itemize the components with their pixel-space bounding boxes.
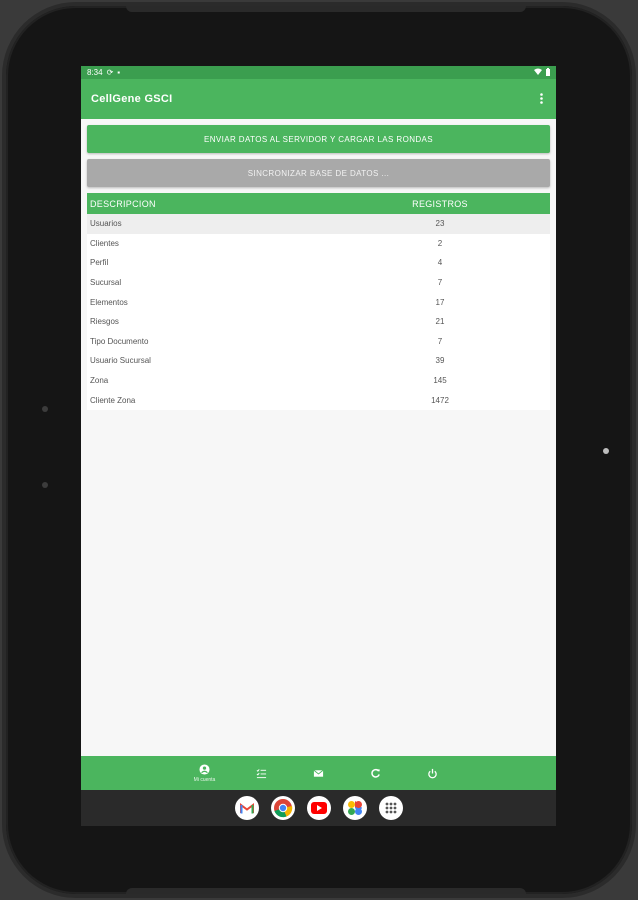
row-records: 2 — [437, 238, 443, 248]
row-records: 23 — [435, 219, 445, 229]
device-screen — [81, 66, 556, 826]
row-records: 17 — [435, 297, 445, 307]
camera — [603, 448, 609, 454]
row-records: 1472 — [431, 395, 449, 405]
table-row[interactable] — [87, 351, 550, 371]
header-records: REGISTROS — [412, 198, 468, 209]
bezel-top-edge — [126, 6, 526, 12]
chrome-icon[interactable] — [271, 796, 295, 820]
row-description: Cliente Zona — [90, 395, 136, 405]
row-description: Riesgos — [90, 317, 119, 327]
row-description: Clientes — [90, 238, 119, 248]
nav-power[interactable] — [404, 756, 461, 790]
bezel-bottom-edge — [126, 888, 526, 894]
table-row[interactable] — [87, 371, 550, 391]
table-row[interactable] — [87, 273, 550, 293]
android-dock — [81, 790, 556, 826]
row-description: Tipo Documento — [90, 336, 149, 346]
row-description: Zona — [90, 376, 109, 386]
row-description: Elementos — [90, 297, 128, 307]
mail-icon — [313, 768, 324, 779]
row-description: Usuario Sucursal — [90, 356, 151, 366]
clipboard-notification-icon: ▪ — [117, 67, 121, 77]
nav-checklist[interactable] — [233, 756, 290, 790]
nav-refresh[interactable] — [347, 756, 404, 790]
header-description: DESCRIPCION — [90, 198, 156, 209]
table-header — [87, 193, 550, 214]
refresh-icon — [370, 768, 381, 779]
gmail-icon[interactable] — [235, 796, 259, 820]
app-title: CellGene GSCI — [91, 93, 173, 105]
table-row[interactable] — [87, 332, 550, 352]
table-row[interactable] — [87, 312, 550, 332]
nav-account[interactable] — [176, 756, 233, 790]
row-description: Sucursal — [90, 278, 122, 288]
table-row[interactable] — [87, 234, 550, 254]
photos-icon[interactable] — [343, 796, 367, 820]
side-sensor-bottom — [42, 482, 48, 488]
wifi-icon — [534, 68, 542, 77]
main-content — [81, 119, 556, 410]
row-records: 21 — [435, 317, 445, 327]
records-table — [87, 193, 550, 410]
person-icon — [199, 764, 210, 775]
table-row[interactable] — [87, 214, 550, 234]
sync-notification-icon: ⟳ — [106, 67, 114, 77]
status-bar — [81, 66, 556, 79]
bottom-navigation — [81, 756, 556, 790]
send-data-button[interactable]: ENVIAR DATOS AL SERVIDOR Y CARGAR LAS RONDAS — [87, 125, 550, 153]
checklist-icon — [256, 768, 267, 779]
row-records: 7 — [437, 278, 443, 288]
status-time: 8:34 — [87, 68, 103, 77]
nav-mail[interactable] — [290, 756, 347, 790]
row-records: 39 — [435, 356, 445, 366]
sync-database-button[interactable]: SINCRONIZAR BASE DE DATOS ... — [87, 159, 550, 187]
more-vert-icon[interactable] — [536, 91, 546, 107]
side-sensor-top — [42, 406, 48, 412]
table-row[interactable] — [87, 253, 550, 273]
row-description: Usuarios — [90, 219, 122, 229]
row-records: 7 — [437, 336, 443, 346]
app-bar — [81, 79, 556, 119]
power-icon — [427, 768, 438, 779]
row-description: Perfil — [90, 258, 109, 268]
nav-account-label: Mi cuenta — [193, 776, 216, 783]
row-records: 145 — [433, 376, 447, 386]
row-records: 4 — [437, 258, 443, 268]
app-drawer-icon[interactable] — [379, 796, 403, 820]
table-row[interactable] — [87, 292, 550, 312]
battery-icon — [546, 68, 550, 78]
youtube-icon[interactable] — [307, 796, 331, 820]
table-row[interactable] — [87, 390, 550, 410]
